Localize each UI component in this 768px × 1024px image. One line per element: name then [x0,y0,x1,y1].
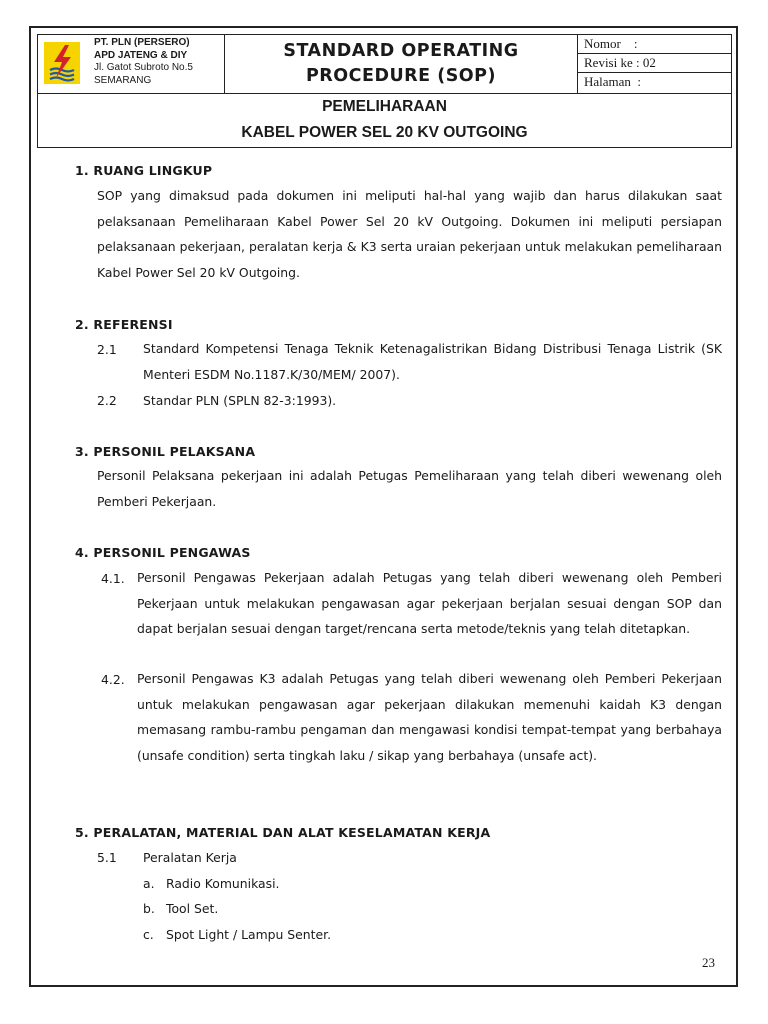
list-item-letter: b. [143,901,155,916]
section-heading: 3. PERSONIL PELAKSANA [75,444,256,459]
sop-title [225,35,577,93]
section-heading: 1. RUANG LINGKUP [75,163,213,178]
list-item-number: 2.1 [97,342,117,357]
meta-halaman: Halaman : [584,74,642,89]
company-address: Jl. Gatot Subroto No.5 [94,62,193,73]
company-info [94,37,224,87]
section-paragraph: SOP yang dimaksud pada dokumen ini meliputi hal-hal yang wajib dan harus dilakukan saat pelaksanaan Pemeliharaan Kabel Power Sel 20 kV Outgoing. Dokumen ini meliputi persiapan pelaksanaan pekerjaan, peralatan kerja & K3 serta uraian pekerjaan untuk melakukan pemeliharaan Kabel Power Sel 20 kV Outgoing. [97,188,722,280]
document-header [37,34,732,148]
company-cell [38,35,225,93]
section-paragraph: Personil Pelaksana pekerjaan ini adalah Petugas Pemeliharaan yang telah diberi wewenang oleh Pemberi Pekerjaan. [97,468,722,509]
list-item-text: Standar PLN (SPLN 82-3:1993). [143,393,337,408]
section-heading: 4. PERSONIL PENGAWAS [75,545,251,560]
list-item-letter: c. [143,927,154,942]
pln-logo-icon [44,42,80,84]
list-item-text: Tool Set. [166,901,219,916]
company-unit: APD JATENG & DIY [94,49,188,61]
sop-title-line1: STANDARD OPERATING [283,41,519,61]
list-item-text: Personil Pengawas K3 adalah Petugas yang telah diberi wewenang oleh Pemberi Pekerjaan untuk melakukan pengawasan agar pekerjaan dilakukan memenuhi kaidah K3 dengan memasang rambu-rambu pengaman dan mengawasi kondisi tempat-tempat yang berbahaya (unsafe condition) serta tingkah laku / sikap yang berbahaya (unsafe act). [137,671,722,763]
meta-revisi: Revisi ke : 02 [578,54,732,73]
subtitle-line1: PEMELIHARAAN [322,98,447,115]
list-item-number: 4.1. [101,571,125,586]
company-name: PT. PLN (PERSERO) [94,37,190,48]
page-number: 23 [702,955,715,970]
list-item-number: 2.2 [97,393,117,408]
list-item-number: 4.2. [101,672,125,687]
list-item-text: Personil Pengawas Pekerjaan adalah Petugas yang telah diberi wewenang oleh Pemberi Pekerjaan untuk melakukan pengawasan agar pekerjaan berjalan sesuai dengan SOP dan dapat berjalan sesuai dengan target/rencana serta metode/teknis yang telah ditetapkan. [137,570,722,636]
doc-meta [577,35,732,93]
list-item-text: Standard Kompetensi Tenaga Teknik Ketenagalistrikan Bidang Distribusi Tenaga Listrik (SK Menteri ESDM No.1187.K/30/MEM/ 2007). [143,341,722,382]
section-heading: 2. REFERENSI [75,317,173,332]
subsection-title: Peralatan Kerja [143,850,237,865]
section-heading: 5. PERALATAN, MATERIAL DAN ALAT KESELAMATAN KERJA [75,825,491,840]
list-item-text: Radio Komunikasi. [166,876,280,891]
list-item-text: Spot Light / Lampu Senter. [166,927,332,942]
list-item-letter: a. [143,876,155,891]
company-city: SEMARANG [94,74,152,86]
subsection-number: 5.1 [97,850,117,865]
header-top-row [38,35,731,94]
meta-nomor: Nomor : [578,35,732,54]
subtitle-line2: KABEL POWER SEL 20 KV OUTGOING [241,124,528,141]
sop-title-line2: PROCEDURE (SOP) [305,66,497,86]
doc-subtitle [38,94,731,146]
